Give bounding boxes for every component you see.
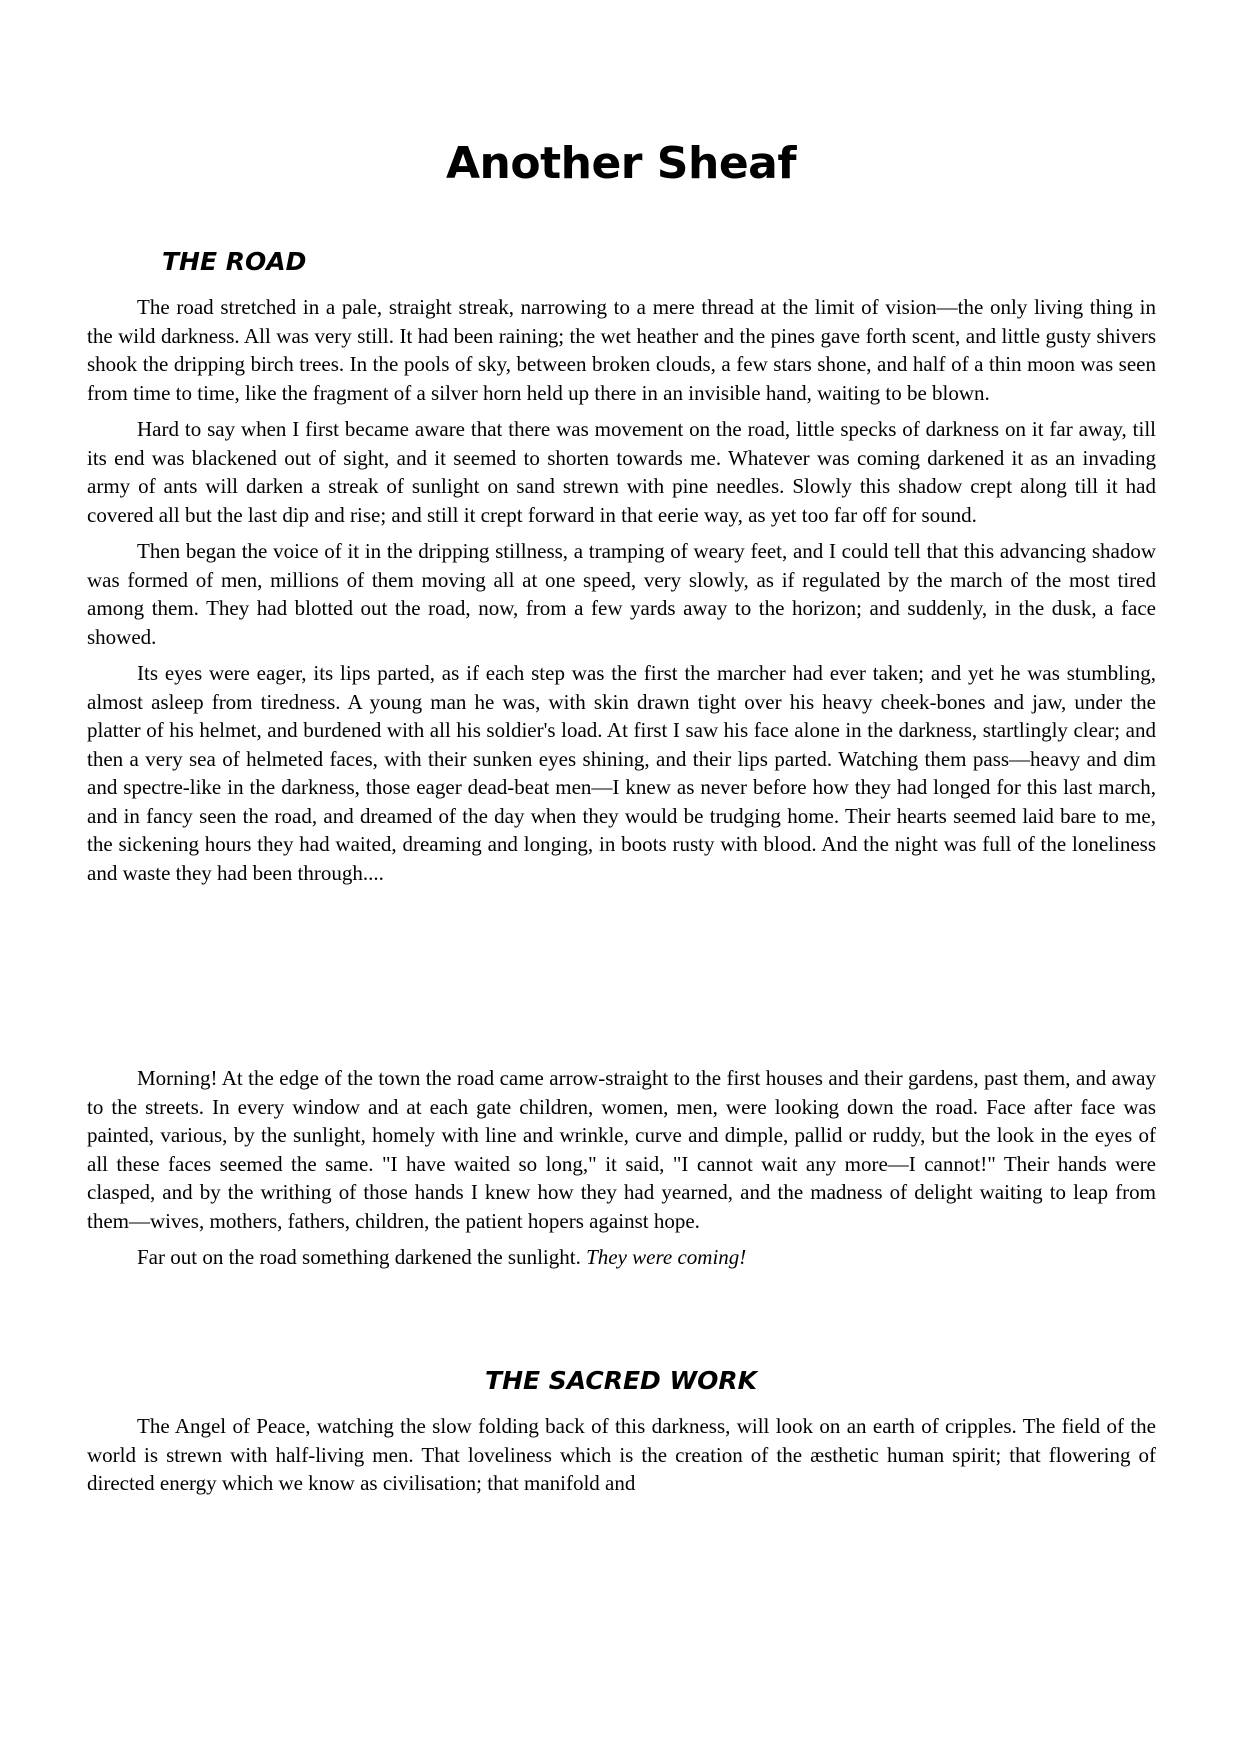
paragraph: The road stretched in a pale, straight streak, narrowing to a mere thread at the limit of vision—the only living thing in the wild darkness. All was very still. It had been raining; the wet heather and the pines gave forth scent, and little gusty shivers shook the dripping birch trees. In the pools of sky, between broken clouds, a few stars shone, and half of a thin moon was seen from time to time, like the fragment of a silver horn held up there in an invisible hand, waiting to be blown. (87, 295, 1156, 405)
final-line-italic: They were coming! (586, 1245, 747, 1269)
section-body-morning (87, 1064, 1156, 1280)
section-heading-the-sacred-work: THE SACRED WORK (485, 1366, 757, 1395)
section-body-the-road (87, 293, 1156, 895)
section-body-the-sacred-work (87, 1412, 1156, 1506)
paragraph: The Angel of Peace, watching the slow folding back of this darkness, will look on an earth of cripples. The field of the world is strewn with half-living men. That loveliness which is the creation of the æsthetic human spirit; that flowering of directed energy which we know as civilisation; that manifold and (87, 1414, 1156, 1495)
paragraph-morning: Morning! At the edge of the town the road came arrow-straight to the first houses and their gardens, past them, and away to the streets. In every window and at each gate children, women, men, were looking down the road. Face after face was painted, various, by the sunlight, homely with line and wrinkle, curve and dimple, pallid or ruddy, but the look in the eyes of all these faces seemed the same. "I have waited so long," it said, "I cannot wait any more—I cannot!" Their hands were clasped, and by the writhing of those hands I knew how they had yearned, and the madness of delight waiting to leap from them—wives, mothers, fathers, children, the patient hopers against hope. (87, 1066, 1156, 1233)
paragraph: Hard to say when I first became aware that there was movement on the road, little specks of darkness on it far away, till its end was blackened out of sight, and it seemed to shorten towards me. Whatever was coming darkened it as an invading army of ants will darken a streak of sunlight on sand strewn with pine needles. Slowly this shadow crept along till it had covered all but the last dip and rise; and still it crept forward in that eerie way, as yet too far off for sound. (87, 417, 1156, 527)
page-title: Another Sheaf (445, 138, 796, 189)
section-heading-the-road: THE ROAD (162, 247, 307, 276)
final-line-text: Far out on the road something darkened the sunlight. (137, 1245, 581, 1269)
paragraph: Then began the voice of it in the dripping stillness, a tramping of weary feet, and I could tell that this advancing shadow was formed of men, millions of them moving all at one speed, very slowly, as if regulated by the march of the most tired among them. They had blotted out the road, now, from a few yards away to the horizon; and suddenly, in the dusk, a face showed. (87, 539, 1156, 649)
paragraph: Its eyes were eager, its lips parted, as if each step was the first the marcher had ever taken; and yet he was stumbling, almost asleep from tiredness. A young man he was, with skin drawn tight over his heavy cheek-bones and jaw, under the platter of his helmet, and burdened with all his soldier's load. At first I saw his face alone in the darkness, startlingly clear; and then a very sea of helmeted faces, with their sunken eyes shining, and their lips parted. Watching them pass—heavy and dim and spectre-like in the darkness, those eager dead-beat men—I knew as never before how they had longed for this last march, and in fancy seen the road, and dreamed of the day when they would be trudging home. Their hearts seemed laid bare to me, the sickening hours they had waited, dreaming and longing, in boots rusty with blood. And the night was full of the loneliness and waste they had been through.... (87, 661, 1156, 885)
paragraph-final-line (87, 1243, 1156, 1272)
